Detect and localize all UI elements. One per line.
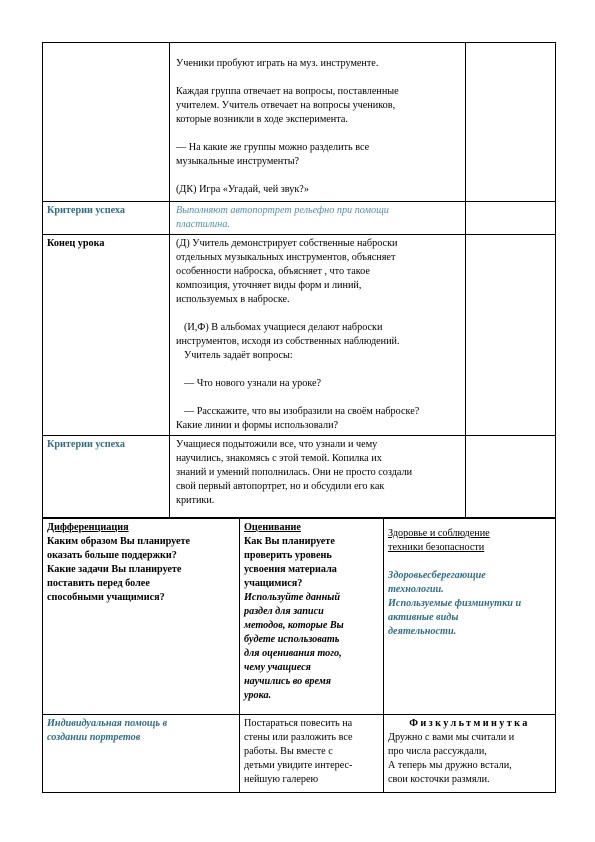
text-line: Какие линии и формы использовали?: [176, 420, 339, 431]
text-line: для оценивания того,: [244, 648, 342, 659]
side-cell-empty: [466, 43, 556, 202]
text-line: свои косточки размяли.: [388, 774, 490, 785]
differentiation-title: Дифференциация: [47, 522, 129, 533]
text-line: — Расскажите, что вы изобразили на своём наброске?: [184, 406, 420, 417]
health-safety-cell: [384, 519, 556, 715]
success-criteria-label: Критерии успеха: [43, 202, 170, 235]
lesson-end-label: Конец урока: [43, 235, 170, 436]
lesson-plan-table: [42, 42, 556, 518]
text-line: (ДК) Игра «Угадай, чей звук?»: [176, 184, 309, 195]
text-line: нейшую галерею: [244, 774, 319, 785]
fizminutka-title: Физкультминутка: [409, 718, 530, 729]
text-line: (И,Ф) В альбомах учащиеся делают наброски: [184, 322, 383, 333]
text-line: которые возникли в ходе эксперимента.: [176, 114, 348, 125]
text-line: технологии.: [388, 584, 444, 595]
table-row: [43, 43, 556, 202]
text-line: Какие задачи Вы планируете: [47, 564, 182, 575]
text-line: — На какие же группы можно разделить все: [176, 142, 370, 153]
side-cell-empty: [466, 202, 556, 235]
text-line: учителем. Учитель отвечает на вопросы учеников,: [176, 100, 396, 111]
text-line: активные виды: [388, 612, 459, 623]
label-cell-empty: [43, 43, 170, 202]
text-line: научились, знакомясь с этой темой. Копилка их: [176, 453, 382, 464]
text-line: Используемые физминутки и: [388, 598, 522, 609]
text-line: стены или разложить все: [244, 732, 353, 743]
text-line: оказать больше поддержки?: [47, 550, 177, 561]
content-cell: [170, 436, 466, 518]
table-row: [43, 202, 556, 235]
text-line: — Что нового узнали на уроке?: [184, 378, 322, 389]
individual-help-cell: [43, 715, 240, 793]
text-line: Учащиеся подытожили все, что узнали и чему: [176, 439, 378, 450]
content-cell: [170, 43, 466, 202]
text-line: поставить перед более: [47, 578, 150, 589]
gallery-cell: [240, 715, 384, 793]
text-line: Ученики пробуют играть на муз. инструменте.: [176, 58, 379, 69]
text-line: Учитель задаёт вопросы:: [184, 350, 293, 361]
text-line: Используйте данный: [244, 592, 340, 603]
table-row: [43, 519, 556, 715]
text-line: Дружно с вами мы считали и: [388, 732, 515, 743]
text-line: научились во время: [244, 676, 331, 687]
health-title: техники безопасности: [388, 542, 485, 553]
text-line: знаний и умений пополнилась. Они не просто создали: [176, 467, 413, 478]
text-line: будете использовать: [244, 634, 340, 645]
text-line: учащимися?: [244, 578, 303, 589]
text-line: Как Вы планируете: [244, 536, 335, 547]
text-line: инструментов, исходя из собственных наблюдений.: [176, 336, 400, 347]
text-line: свой первый автопортрет, но и обсудили его как: [176, 481, 385, 492]
differentiation-cell: [43, 519, 240, 715]
text-line: деятельности.: [388, 626, 457, 637]
fizminutka-cell: [384, 715, 556, 793]
table-row: [43, 715, 556, 793]
text-line: раздел для записи: [244, 606, 324, 617]
text-line: критики.: [176, 495, 215, 506]
text-line: детьми увидите интерес-: [244, 760, 353, 771]
text-line: (Д) Учитель демонстрирует собственные наброски: [176, 238, 398, 249]
content-cell: [170, 202, 466, 235]
text-line: А теперь мы дружно встали,: [388, 760, 512, 771]
table-row: [43, 235, 556, 436]
side-cell-empty: [466, 235, 556, 436]
text-line: отдельных музыкальных инструментов, объясняет: [176, 252, 396, 263]
text-line: чему учащиеся: [244, 662, 311, 673]
text-line: Выполняют автопортрет рельефно при помощи: [176, 205, 389, 216]
text-line: особенности наброска, объясняет , что такое: [176, 266, 370, 277]
text-line: создании портретов: [47, 732, 141, 743]
table-row: [43, 436, 556, 518]
assessment-cell: [240, 519, 384, 715]
text-line: композиция, уточняет виды форм и линий,: [176, 280, 362, 291]
text-line: пластилина.: [176, 219, 230, 230]
text-line: Индивидуальная помощь в: [47, 718, 168, 729]
success-criteria-label: Критерии успеха: [43, 436, 170, 518]
text-line: Каждая группа отвечает на вопросы, поставленные: [176, 86, 399, 97]
text-line: работы. Вы вместе с: [244, 746, 333, 757]
text-line: усвоения материала: [244, 564, 337, 575]
text-line: Постараться повесить на: [244, 718, 353, 729]
text-line: музыкальные инструменты?: [176, 156, 300, 167]
text-line: про числа рассуждали,: [388, 746, 487, 757]
text-line: методов, которые Вы: [244, 620, 344, 631]
text-line: урока.: [244, 690, 272, 701]
assessment-title: Оценивание: [244, 522, 301, 533]
text-line: проверить уровень: [244, 550, 332, 561]
planning-table: [42, 518, 556, 793]
side-cell-empty: [466, 436, 556, 518]
text-line: используемых в наброске.: [176, 294, 290, 305]
content-cell: [170, 235, 466, 436]
text-line: способными учащимися?: [47, 592, 165, 603]
text-line: Каким образом Вы планируете: [47, 536, 191, 547]
health-title: Здоровье и соблюдение: [388, 528, 490, 539]
text-line: Здоровьесберегающие: [388, 570, 486, 581]
